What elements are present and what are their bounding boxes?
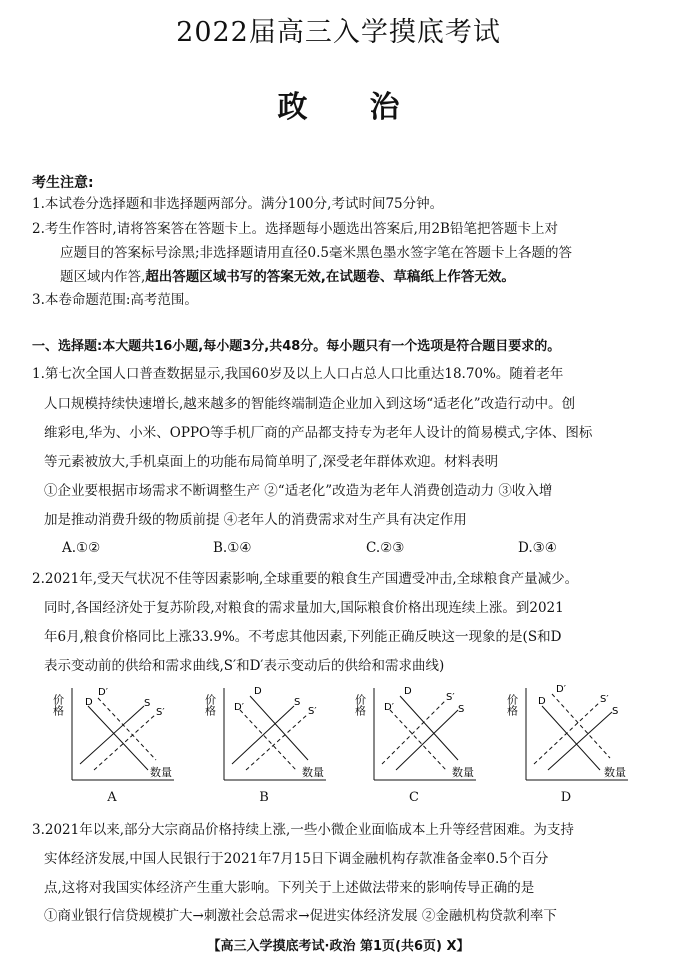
q1-line-1: 1.第七次全国人口普查数据显示,我国60岁及以上人口占总人口比重达18.70%。随着老年	[32, 366, 564, 382]
graph-b-x-label: 数量	[302, 766, 324, 779]
graph-d-curve-s-prime	[534, 702, 600, 764]
graph-c	[353, 680, 480, 790]
graph-a-label-s-prime: S′	[156, 707, 165, 718]
subject-title: 政治	[277, 90, 462, 125]
graph-d-label-d: D	[538, 696, 546, 707]
q1-line-5: ①企业要根据市场需求不断调整生产 ②“适老化”改造为老年人消费创造动力 ③收入增	[44, 483, 553, 499]
graph-c-label-d: D	[404, 686, 412, 697]
graph-b-label-s-prime: S′	[308, 706, 317, 717]
notes-heading: 考生注意:	[32, 175, 94, 191]
note-item-2-line-2: 应题目的答案标号涂黑;非选择题请用直径0.5毫米黑色墨水签字笔在答题卡上各题的答	[60, 245, 573, 261]
q3-line-4: ①商业银行信贷规模扩大→刺激社会总需求→促进实体经济发展 ②金融机构贷款利率下	[44, 908, 557, 924]
graph-a-label-s: S	[144, 698, 151, 709]
q3-line-2: 实体经济发展,中国人民银行于2021年7月15日下调金融机构存款准备金率0.5个百分	[44, 851, 549, 867]
q1-option-a: A.①②	[62, 540, 101, 556]
graph-c-label: C	[409, 790, 419, 805]
graph-b-curve-d-prime	[240, 710, 296, 770]
graph-c-curve-d	[400, 696, 458, 760]
q2-line-2: 同时,各国经济处于复苏阶段,对粮食的需求量加大,国际粮食价格出现连续上涨。到2021	[44, 600, 564, 616]
graph-a-y-label: 价格	[51, 694, 65, 716]
graph-d	[505, 680, 632, 790]
q1-option-b: B.①④	[213, 540, 252, 556]
q3-line-3: 点,这将对我国实体经济产生重大影响。下列关于上述做法带来的影响传导正确的是	[44, 880, 535, 896]
graph-d-label-d-prime: D′	[556, 684, 566, 695]
q1-line-4: 等元素被放大,手机桌面上的功能布局简单明了,深受老年群体欢迎。材料表明	[44, 454, 499, 470]
graph-c-y-label: 价格	[353, 694, 367, 716]
graph-a-x-label: 数量	[150, 766, 172, 779]
graph-d-label-s-prime: S′	[600, 694, 609, 705]
page-footer: 【高三入学摸底考试·政治 第1页(共6页) X】	[207, 939, 470, 954]
note-item-2-line-1: 2.考生作答时,请将答案答在答题卡上。选择题每小题选出答案后,用2B铅笔把答题卡上对	[32, 221, 558, 237]
graph-c-x-label: 数量	[452, 766, 474, 779]
graph-d-y-label: 价格	[505, 694, 519, 716]
q1-option-c: C.②③	[366, 540, 405, 556]
q3-line-1: 3.2021年以来,部分大宗商品价格持续上涨,一些小微企业面临成本上升等经营困难。为支持	[32, 822, 574, 838]
graph-b	[203, 680, 330, 790]
graph-a-label: A	[107, 790, 117, 805]
graph-c-label-s-prime: S′	[446, 692, 455, 703]
q2-line-4: 表示变动前的供给和需求曲线,S′和D′表示变动后的供给和需求曲线)	[44, 658, 445, 674]
note-item-2-warning: 超出答题区域书写的答案无效,在试题卷、草稿纸上作答无效。	[145, 269, 515, 285]
graph-a-curve-d	[88, 706, 148, 770]
q1-line-6: 加是推动消费升级的物质前提 ④老年人的消费需求对生产具有决定作用	[44, 512, 467, 528]
exam-title: 2022届高三入学摸底考试	[176, 17, 501, 48]
note-item-2-line-3	[60, 267, 515, 287]
q1-option-d: D.③④	[518, 540, 557, 556]
graph-d-label-s: S	[612, 706, 619, 717]
graph-a-label-d: D	[85, 697, 93, 708]
note-item-1: 1.本试卷分选择题和非选择题两部分。满分100分,考试时间75分钟。	[32, 196, 444, 212]
note-item-2-text: 题区域内作答,	[60, 269, 146, 285]
graph-b-label-s: S	[294, 697, 301, 708]
q2-line-1: 2.2021年,受天气状况不佳等因素影响,全球重要的粮食生产国遭受冲击,全球粮食产量减少。	[32, 571, 579, 587]
graph-c-curve-d-prime	[390, 710, 446, 770]
q1-line-2: 人口规模持续快速增长,越来越多的智能终端制造企业加入到这场“适老化”改造行动中。创	[44, 396, 576, 412]
q2-line-3: 年6月,粮食价格同比上涨33.9%。不考虑其他因素,下列能正确反映这一现象的是(S和D	[44, 629, 562, 645]
section-1-heading: 一、选择题:本大题共16小题,每小题3分,共48分。每小题只有一个选项是符合题目要求的。	[32, 339, 561, 354]
graph-b-label: B	[259, 790, 269, 805]
graph-a-label-d-prime: D′	[98, 687, 108, 698]
graph-b-label-d-prime: D′	[234, 702, 244, 713]
graph-c-label-d-prime: D′	[384, 702, 394, 713]
graph-a	[51, 680, 178, 790]
graph-b-y-label: 价格	[203, 694, 217, 716]
q1-line-3: 维彩电,华为、小米、OPPO等手机厂商的产品都支持专为老年人设计的简易模式,字体、图标	[44, 425, 593, 441]
graph-b-label-d: D	[254, 686, 262, 697]
graph-c-label-s: S	[458, 704, 465, 715]
graph-d-label: D	[560, 790, 572, 805]
note-item-3: 3.本卷命题范围:高考范围。	[32, 292, 198, 308]
graph-d-x-label: 数量	[604, 766, 626, 779]
